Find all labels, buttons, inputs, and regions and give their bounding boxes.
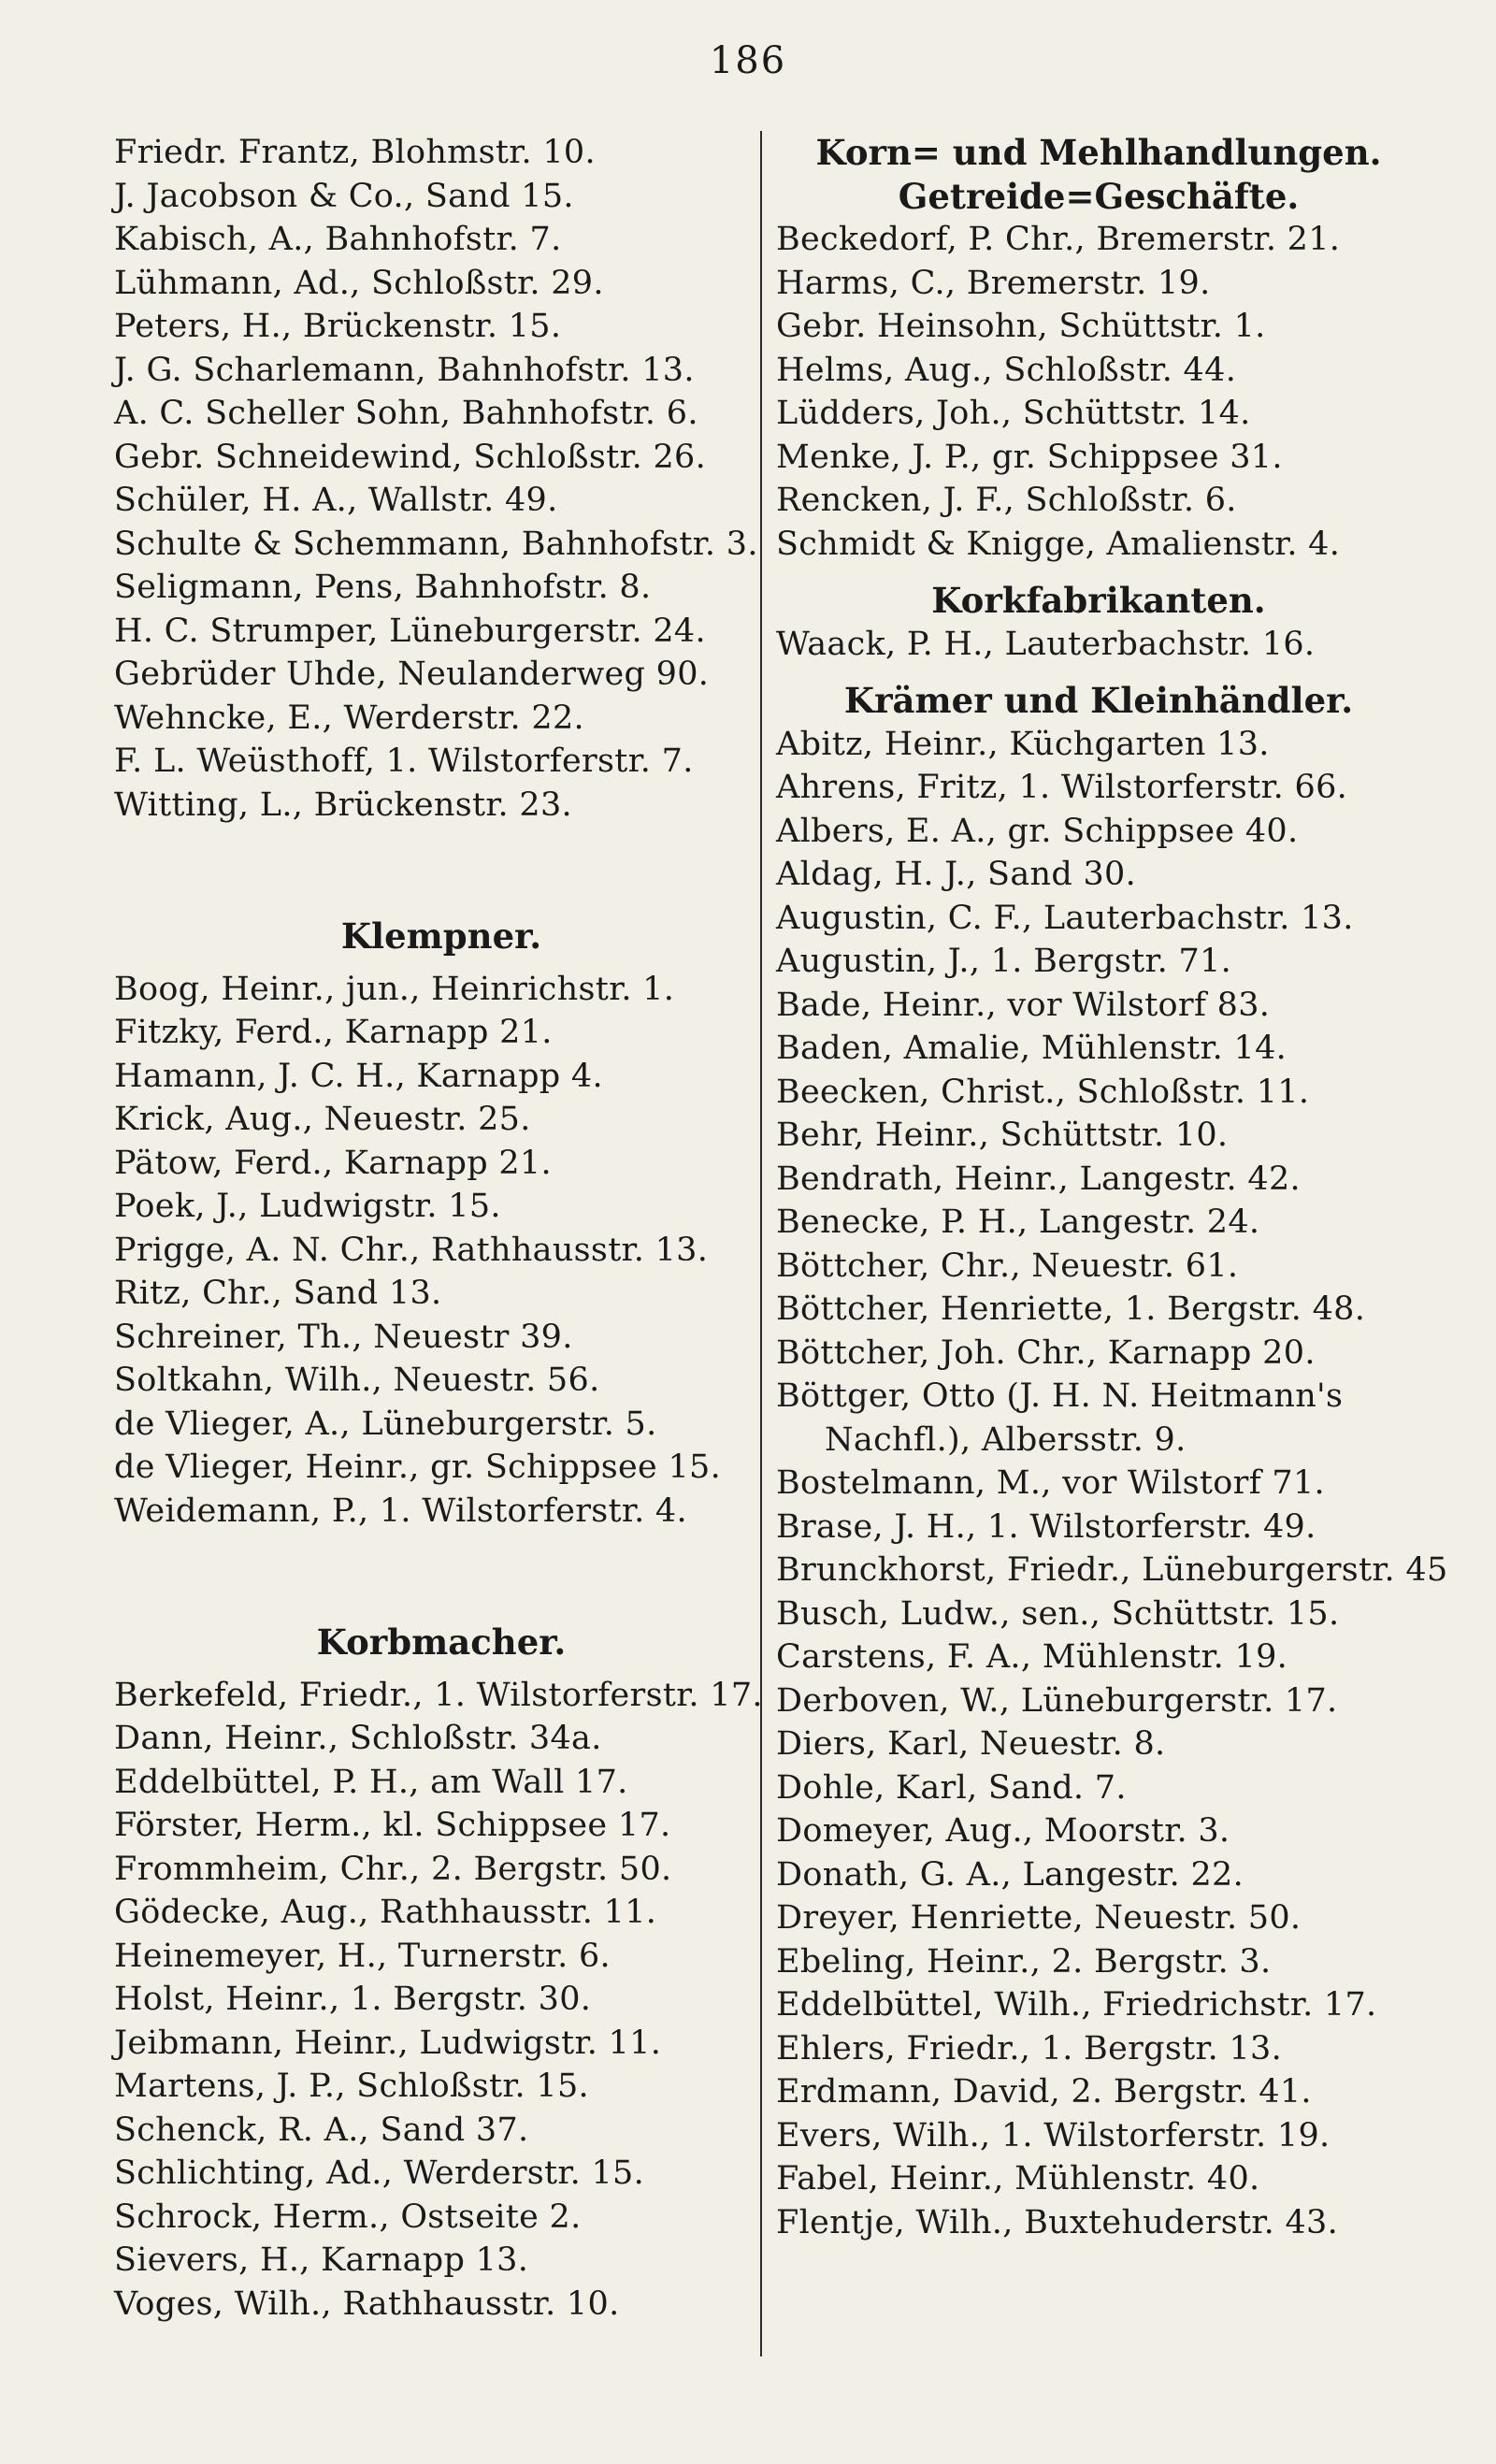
directory-entry: Behr, Heinr., Schüttstr. 10. (776, 1117, 1229, 1154)
directory-entry: Böttger, Otto (J. H. N. Heitmann's (776, 1377, 1344, 1415)
directory-entry: Erdmann, David, 2. Bergstr. 41. (776, 2073, 1312, 2111)
directory-entry: Derboven, W., Lüneburgerstr. 17. (776, 1681, 1338, 1720)
directory-entry: Brunckhorst, Friedr., Lüneburgerstr. 45 (776, 1551, 1448, 1589)
directory-entry: Domeyer, Aug., Moorstr. 3. (776, 1812, 1230, 1850)
directory-entry: Augustin, C. F., Lauterbachstr. 13. (776, 899, 1354, 937)
directory-entry: Dann, Heinr., Schloßstr. 34a. (114, 1720, 602, 1757)
directory-entry: Sievers, H., Karnapp 13. (114, 2241, 529, 2279)
directory-entry: Waack, P. H., Lauterbachstr. 16. (776, 625, 1316, 663)
directory-entry: Lüdders, Joh., Schüttstr. 14. (776, 395, 1251, 432)
directory-entry: Bade, Heinr., vor Wilstorf 83. (776, 986, 1271, 1024)
directory-entry: Holst, Heinr., 1. Bergstr. 30. (114, 1981, 592, 2018)
directory-entry: Donath, G. A., Langestr. 22. (776, 1855, 1244, 1894)
directory-entry: Peters, H., Brückenstr. 15. (114, 308, 562, 345)
directory-entry: Friedr. Frantz, Blohmstr. 10. (114, 134, 596, 171)
directory-entry: Gebr. Schneidewind, Schloßstr. 26. (114, 438, 707, 476)
directory-entry: Lühmann, Ad., Schloßstr. 29. (114, 264, 604, 302)
entry-continuation: Nachfl.), Albersstr. 9. (825, 1420, 1187, 1459)
directory-entry: H. C. Strumper, Lüneburgerstr. 24. (114, 612, 706, 650)
directory-entry: Eddelbüttel, Wilh., Friedrichstr. 17. (776, 1986, 1377, 2024)
directory-entry: Dreyer, Henriette, Neuestr. 50. (776, 1899, 1302, 1937)
directory-entry: Menke, J. P., gr. Schippsee 31. (776, 438, 1283, 476)
left-column (114, 131, 769, 2326)
directory-entry: Soltkahn, Wilh., Neuestr. 56. (114, 1362, 600, 1399)
directory-entry: Baden, Amalie, Mühlenstr. 14. (776, 1030, 1287, 1067)
directory-entry: Ahrens, Fritz, 1. Wilstorferstr. 66. (776, 769, 1348, 806)
directory-entry: J. Jacobson & Co., Sand 15. (114, 177, 574, 215)
directory-entry: Schrock, Herm., Ostseite 2. (114, 2197, 582, 2236)
directory-entry: Berkefeld, Friedr., 1. Wilstorferstr. 17. (114, 1676, 763, 1714)
directory-entry: Schulte & Schemmann, Bahnhofstr. 3. (114, 525, 758, 563)
directory-entry: Bostelmann, M., vor Wilstorf 71. (776, 1464, 1325, 1502)
directory-entry: Schreiner, Th., Neuestr 39. (114, 1318, 573, 1356)
merchant-list (114, 131, 769, 827)
directory-entry: Frommheim, Chr., 2. Bergstr. 50. (114, 1850, 672, 1888)
directory-entry: Gödecke, Aug., Rathhausstr. 11. (114, 1894, 657, 1931)
directory-entry: Krick, Aug., Neuestr. 25. (114, 1101, 531, 1138)
directory-entry: J. G. Scharlemann, Bahnhofstr. 13. (114, 351, 695, 389)
kraemer-list-a (776, 723, 1421, 1419)
directory-entry: Bendrath, Heinr., Langestr. 42. (776, 1160, 1301, 1198)
directory-entry: Schmidt & Knigge, Amalienstr. 4. (776, 525, 1341, 563)
directory-entry: Weidemann, P., 1. Wilstorferstr. 4. (114, 1491, 687, 1530)
kork-list (776, 623, 1421, 667)
directory-entry: Brase, J. H., 1. Wilstorferstr. 49. (776, 1507, 1316, 1546)
klempner-list (114, 968, 769, 1534)
directory-entry: Böttcher, Chr., Neuestr. 61. (776, 1246, 1239, 1285)
korbmacher-list (114, 1674, 769, 2327)
directory-entry: Fabel, Heinr., Mühlenstr. 40. (776, 2160, 1260, 2197)
directory-entry: Busch, Ludw., sen., Schüttstr. 15. (776, 1594, 1340, 1633)
directory-entry: Rencken, J. F., Schloßstr. 6. (776, 482, 1237, 519)
directory-entry: Abitz, Heinr., Küchgarten 13. (776, 725, 1270, 763)
directory-entry: Aldag, H. J., Sand 30. (776, 856, 1137, 893)
directory-entry: Beckedorf, P. Chr., Bremerstr. 21. (776, 221, 1341, 258)
directory-entry: F. L. Weüsthoff, 1. Wilstorferstr. 7. (114, 742, 694, 780)
directory-entry: Gebr. Heinsohn, Schüttstr. 1. (776, 308, 1266, 345)
directory-entry: Voges, Wilh., Rathhausstr. 10. (114, 2284, 620, 2323)
directory-entry: Schlichting, Ad., Werderstr. 15. (114, 2154, 645, 2192)
directory-entry: Fitzky, Ferd., Karnapp 21. (114, 1014, 553, 1051)
directory-entry: Böttcher, Joh. Chr., Karnapp 20. (776, 1333, 1316, 1372)
directory-entry: A. C. Scheller Sohn, Bahnhofstr. 6. (114, 395, 698, 432)
korn-list (776, 218, 1421, 566)
directory-entry: Martens, J. P., Schloßstr. 15. (114, 2068, 589, 2105)
directory-entry: Jeibmann, Heinr., Ludwigstr. 11. (114, 2024, 662, 2062)
directory-entry: Ehlers, Friedr., 1. Bergstr. 13. (776, 2029, 1283, 2068)
directory-entry: Helms, Aug., Schloßstr. 44. (776, 351, 1237, 389)
directory-entry: Hamann, J. C. H., Karnapp 4. (114, 1057, 603, 1095)
directory-entry: Seligmann, Pens, Bahnhofstr. 8. (114, 569, 652, 606)
directory-entry: Eddelbüttel, P. H., am Wall 17. (114, 1763, 628, 1801)
directory-entry: Albers, E. A., gr. Schippsee 40. (776, 812, 1299, 850)
directory-entry: Prigge, A. N. Chr., Rathhausstr. 13. (114, 1231, 709, 1269)
directory-entry: Diers, Karl, Neuestr. 8. (776, 1725, 1166, 1763)
page-number: 186 (709, 39, 787, 82)
directory-entry: Böttcher, Henriette, 1. Bergstr. 48. (776, 1290, 1366, 1328)
heading-korbmacher: Korbmacher. (316, 1621, 567, 1663)
directory-entry: Augustin, J., 1. Bergstr. 71. (776, 943, 1232, 980)
directory-entry: Carstens, F. A., Mühlenstr. 19. (776, 1638, 1288, 1676)
directory-entry: Ebeling, Heinr., 2. Bergstr. 3. (776, 1942, 1272, 1981)
heading-klempner: Klempner. (340, 915, 542, 957)
directory-entry: Schüler, H. A., Wallstr. 49. (114, 482, 558, 519)
directory-entry: Boog, Heinr., jun., Heinrichstr. 1. (114, 970, 675, 1008)
directory-entry: Beecken, Christ., Schloßstr. 11. (776, 1073, 1310, 1111)
directory-entry: Ritz, Chr., Sand 13. (114, 1275, 442, 1312)
directory-entry: de Vlieger, Heinr., gr. Schippsee 15. (114, 1448, 722, 1486)
directory-entry: Flentje, Wilh., Buxtehuderstr. 43. (776, 2203, 1339, 2241)
directory-entry: Gebrüder Uhde, Neulanderweg 90. (114, 656, 710, 693)
directory-entry: Dohle, Karl, Sand. 7. (776, 1768, 1127, 1807)
directory-entry: Poek, J., Ludwigstr. 15. (114, 1188, 501, 1225)
right-column (776, 131, 1448, 2244)
directory-entry: Evers, Wilh., 1. Wilstorferstr. 19. (776, 2116, 1331, 2154)
directory-entry: Pätow, Ferd., Karnapp 21. (114, 1144, 552, 1182)
directory-entry: Förster, Herm., kl. Schippsee 17. (114, 1807, 671, 1844)
directory-entry: Wehncke, E., Werderstr. 22. (114, 699, 584, 737)
heading-korkfabrikanten: Korkfabrikanten. (931, 580, 1266, 621)
directory-entry: Schenck, R. A., Sand 37. (114, 2111, 529, 2149)
directory-entry: Heinemeyer, H., Turnerstr. 6. (114, 1937, 611, 1975)
heading-getreide-geschaefte: Getreide=Geschäfte. (898, 175, 1300, 217)
heading-korn-mehlhandlungen: Korn= und Mehlhandlungen. (815, 132, 1382, 173)
directory-entry: Harms, C., Bremerstr. 19. (776, 264, 1211, 302)
kraemer-list-b (776, 1462, 1448, 2244)
directory-entry: Benecke, P. H., Langestr. 24. (776, 1203, 1260, 1241)
directory-entry: Witting, L., Brückenstr. 23. (114, 785, 572, 824)
heading-kraemer-kleinhaendler: Krämer und Kleinhändler. (843, 680, 1354, 721)
directory-entry: Kabisch, A., Bahnhofstr. 7. (114, 221, 562, 258)
directory-entry: de Vlieger, A., Lüneburgerstr. 5. (114, 1405, 657, 1443)
